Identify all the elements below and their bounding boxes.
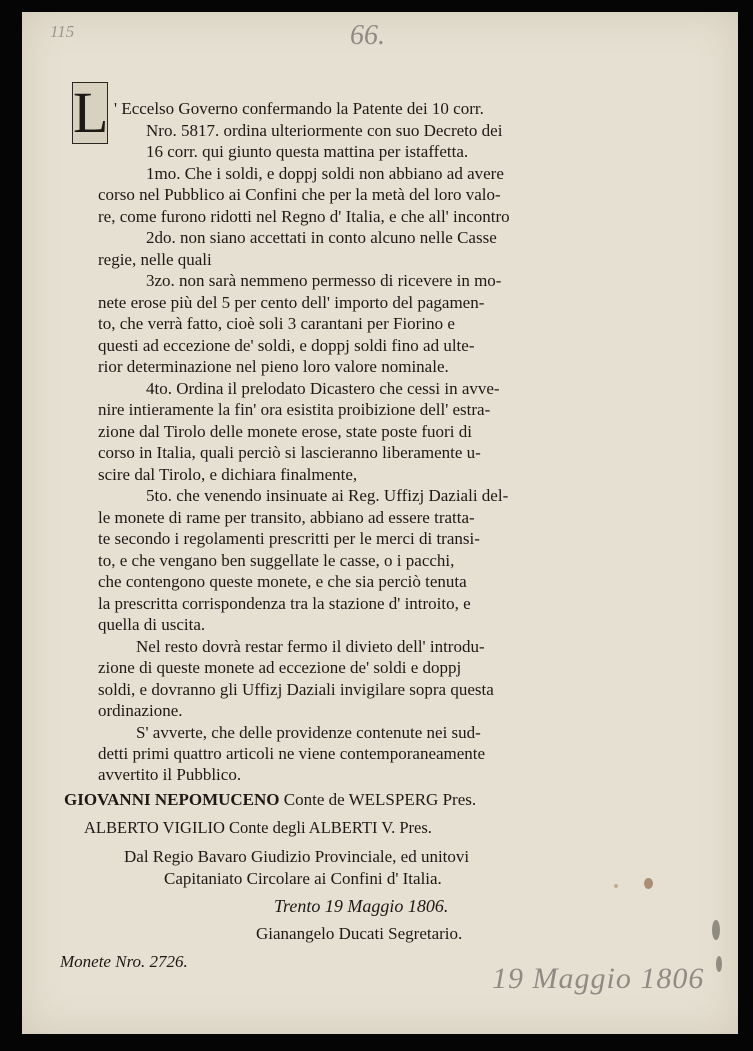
text-line: re, come furono ridotti nel Regno d' Italia, e che all' incontro <box>98 207 510 226</box>
text-line: to, e che vengano ben suggellate le casse, o i pacchi, <box>98 551 455 570</box>
stain-mark <box>614 884 618 888</box>
president-signature <box>64 790 476 810</box>
handwritten-folio-number: 115 <box>50 22 75 41</box>
text-line: nire intieramente la fin' ora esistita proibizione dell' estra- <box>98 400 491 419</box>
court-line-1: Dal Regio Bavaro Giudizio Provinciale, ed unitovi <box>124 847 470 866</box>
text-line: ' Eccelso Governo confermando la Patente dei 10 corr. <box>114 99 484 118</box>
text-line: ordinazione. <box>98 701 183 720</box>
reference-number: Monete Nro. 2726. <box>60 952 188 971</box>
stain-mark <box>716 956 722 972</box>
text-line: corso in Italia, quali perciò si lascieranno liberamente u- <box>98 443 481 462</box>
text-line: 16 corr. qui giunto questa mattina per istaffetta. <box>146 142 469 161</box>
text-line: 5to. che venendo insinuate ai Reg. Uffizj Daziali del- <box>146 486 509 505</box>
place-and-date: Trento 19 Maggio 1806. <box>274 896 449 916</box>
text-line: regie, nelle quali <box>98 250 212 269</box>
handwritten-page-number: 66. <box>350 20 385 51</box>
president-title: Conte de WELSPERG Pres. <box>283 790 477 809</box>
vice-president-signature: ALBERTO VIGILIO Conte degli ALBERTI V. Pres. <box>84 818 432 837</box>
text-line: che contengono queste monete, e che sia perciò tenuta <box>98 572 467 591</box>
stain-mark <box>712 920 720 940</box>
text-line: rior determinazione nel pieno loro valore nominale. <box>98 357 449 376</box>
text-line: 3zo. non sarà nemmeno permesso di ricevere in mo- <box>146 271 502 290</box>
text-line: 4to. Ordina il prelodato Dicastero che cessi in avve- <box>146 379 500 398</box>
stain-mark <box>644 878 653 889</box>
president-name: GIOVANNI NEPOMUCENO <box>64 790 280 809</box>
text-line: Nel resto dovrà restar fermo il divieto dell' introdu- <box>136 637 485 656</box>
text-line: zione dal Tirolo delle monete erose, state poste fuori di <box>98 422 472 441</box>
text-line: S' avverte, che delle providenze contenute nei sud- <box>136 723 481 742</box>
text-line: scire dal Tirolo, e dichiara finalmente, <box>98 465 358 484</box>
text-line: to, che verrà fatto, cioè soli 3 carantani per Fiorino e <box>98 314 455 333</box>
text-line: Nro. 5817. ordina ulteriormente con suo Decreto dei <box>146 121 503 140</box>
handwritten-date-note: 19 Maggio 1806 <box>492 962 705 995</box>
text-line: 1mo. Che i soldi, e doppj soldi non abbiano ad avere <box>146 164 504 183</box>
text-line: questi ad eccezione de' soldi, e doppj soldi fino ad ulte- <box>98 336 475 355</box>
text-line: le monete di rame per transito, abbiano ad essere tratta- <box>98 508 475 527</box>
text-line: la prescritta corrispondenza tra la stazione d' introito, e <box>98 594 471 613</box>
text-line: 2do. non siano accettati in conto alcuno nelle Casse <box>146 228 497 247</box>
secretary-signature: Gianangelo Ducati Segretario. <box>256 924 463 943</box>
text-line: quella di uscita. <box>98 615 206 634</box>
text-line: zione di queste monete ad eccezione de' soldi e doppj <box>98 658 462 677</box>
text-line: avvertito il Pubblico. <box>98 765 242 784</box>
text-line: corso nel Pubblico ai Confini che per la metà del loro valo- <box>98 185 501 204</box>
court-line-2: Capitaniato Circolare ai Confini d' Italia. <box>164 869 442 888</box>
text-line: soldi, e dovranno gli Uffizj Daziali invigilare sopra questa <box>98 680 494 699</box>
text-line: detti primi quattro articoli ne viene contemporaneamente <box>98 744 486 763</box>
decorative-initial: L <box>73 80 109 145</box>
text-line: te secondo i regolamenti prescritti per le merci di transi- <box>98 529 480 548</box>
text-line: nete erose più del 5 per cento dell' importo del pagamen- <box>98 293 485 312</box>
